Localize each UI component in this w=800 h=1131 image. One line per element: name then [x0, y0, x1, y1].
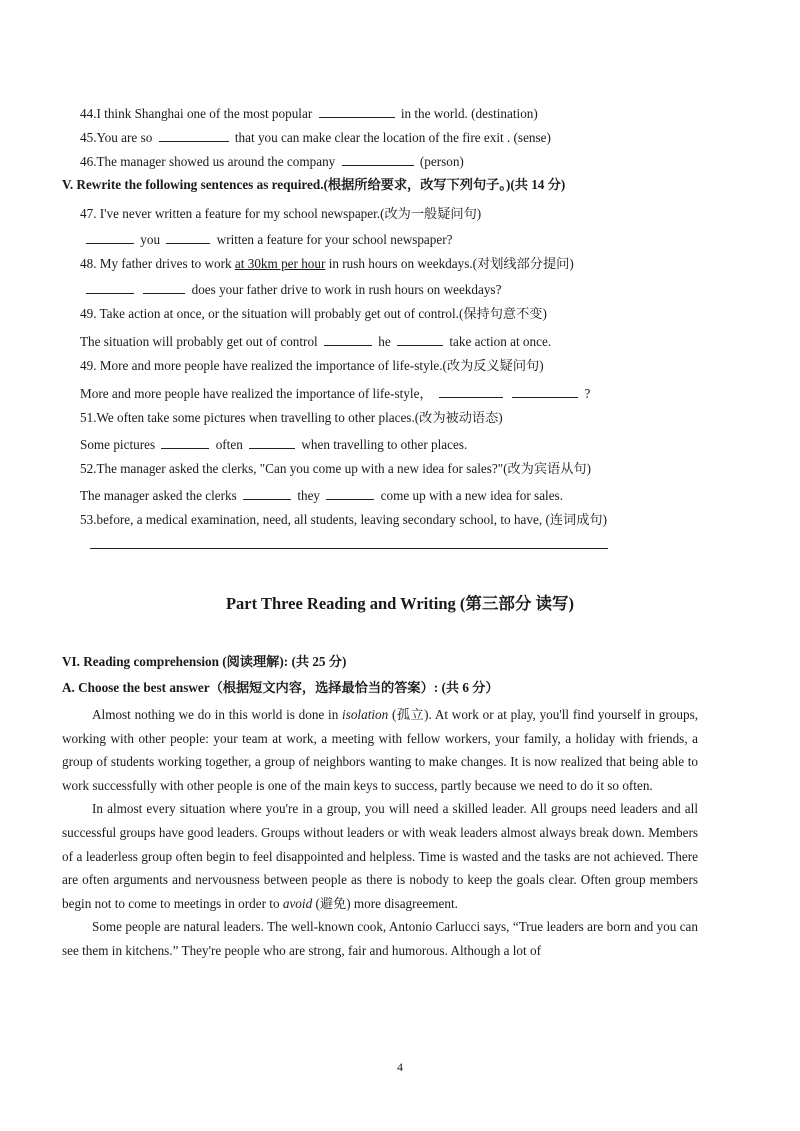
question-47: 47. I've never written a feature for my school newspaper.(改为一般疑问句) [80, 206, 482, 221]
section-a-heading: A. Choose the best answer（根据短文内容，选择最恰当的答案）: (共 6 分） [62, 680, 499, 695]
q49b-blank-1[interactable] [439, 385, 503, 398]
question-53: 53.before, a medical examination, need, all students, leaving secondary school, to have, (连词成句) [80, 512, 607, 527]
q44-text: 44.I think Shanghai one of the most popular [80, 106, 313, 121]
question-48-answer [86, 281, 501, 298]
q45-blank[interactable] [159, 129, 229, 142]
q47-answer-end: written a feature for your school newspaper? [216, 232, 453, 247]
q49b-answer-pre: More and more people have realized the importance of life-style， [80, 386, 433, 401]
q46-hint: (person) [419, 154, 464, 169]
q48-blank-2[interactable] [143, 281, 185, 294]
question-49b-answer [80, 385, 590, 402]
section-6-heading: VI. Reading comprehension (阅读理解): (共 25 分) [62, 654, 347, 669]
q51-answer-pre: Some pictures [80, 437, 156, 452]
q48-answer-end: does your father drive to work in rush hours on weekdays? [191, 282, 502, 297]
q49a-answer-end: take action at once. [449, 334, 552, 349]
question-49a: 49. Take action at once, or the situation will probably get out of control.(保持句意不变) [80, 306, 547, 321]
q48-hint: in rush hours on weekdays.(对划线部分提问) [328, 256, 574, 271]
italic-isolation: isolation [342, 707, 389, 722]
q49a-blank-1[interactable] [324, 333, 372, 346]
q52-blank-2[interactable] [326, 487, 374, 500]
question-51: 51.We often take some pictures when travelling to other places.(改为被动语态) [80, 410, 503, 425]
q44-hint: in the world. (destination) [400, 106, 538, 121]
reading-passage [62, 703, 698, 963]
question-47-answer [86, 231, 452, 248]
q45-text: 45.You are so [80, 130, 153, 145]
q51-blank-2[interactable] [249, 436, 295, 449]
paragraph-3: Some people are natural leaders. The well-known cook, Antonio Carlucci says, “True leaders are born and you can see them in kitchens.” They're people who are strong, fair and humorous. Although a lot of [62, 919, 698, 958]
q46-text: 46.The manager showed us around the company [80, 154, 336, 169]
q47-blank-2[interactable] [166, 231, 210, 244]
q51-answer-end: when travelling to other places. [301, 437, 468, 452]
part-three-title: Part Three Reading and Writing (第三部分 读写) [225, 594, 575, 613]
q51-blank-1[interactable] [161, 436, 209, 449]
question-51-answer [80, 436, 467, 453]
q48-blank-1[interactable] [86, 281, 134, 294]
q47-blank-1[interactable] [86, 231, 134, 244]
q53-answer-line[interactable] [90, 548, 608, 549]
question-49a-answer [80, 333, 551, 350]
question-48 [80, 256, 574, 272]
paragraph-2: In almost every situation where you're in a group, you will need a skilled leader. All groups need leaders and all successful groups have good leaders. Groups without leaders or with weak leaders almost always break down. Members of a leaderless group often begin to feel disappointed and helpless. Time is wasted and the tasks are not achieved. There are often arguments and nervousness between people as there is nobody to keep the goals clear. Often group members begin not to come to meetings in order to avoid (避免) more disagreement. [62, 801, 698, 911]
q44-blank[interactable] [319, 105, 395, 118]
italic-avoid: avoid [282, 895, 313, 911]
section-5-heading: V. Rewrite the following sentences as required.(根据所给要求，改写下列句子。)(共 14 分) [62, 177, 566, 192]
paragraph-1: Almost nothing we do in this world is done in isolation (孤立). At work or at play, you'll find yourself in groups, working with other people: your team at work, a meeting with fellow workers, your family, a holiday with friends, a group of students working together, a group of neighbors wanting to make changes. It is now realized that being able to work successfully with other people is one of the main keys to success, partly because we need to do it so often. [62, 707, 698, 793]
question-49b: 49. More and more people have realized the importance of life-style.(改为反义疑问句) [80, 358, 544, 373]
question-46 [80, 153, 464, 170]
q51-answer-mid: often [215, 437, 243, 452]
q52-answer-mid: they [297, 488, 321, 503]
question-52-answer [80, 487, 563, 504]
q49a-blank-2[interactable] [397, 333, 443, 346]
q47-answer-text: you [140, 232, 161, 247]
q49b-blank-2[interactable] [512, 385, 578, 398]
question-52: 52.The manager asked the clerks, "Can you come up with a new idea for sales?"(改为宾语从句) [80, 461, 592, 476]
question-44 [80, 105, 538, 122]
q52-blank-1[interactable] [243, 487, 291, 500]
q52-answer-end: come up with a new idea for sales. [380, 488, 563, 503]
q49a-answer-mid: he [378, 334, 391, 349]
q49b-answer-end: ? [584, 386, 591, 401]
q45-hint: that you can make clear the location of the fire exit . (sense) [234, 130, 551, 145]
question-45 [80, 129, 551, 146]
q48-text: 48. My father drives to work [80, 256, 232, 271]
q52-answer-pre: The manager asked the clerks [80, 488, 237, 503]
q49a-answer-pre: The situation will probably get out of control [80, 334, 318, 349]
page-number: 4 [397, 1060, 403, 1074]
q46-blank[interactable] [342, 153, 414, 166]
q48-underlined: at 30km per hour [234, 256, 326, 271]
